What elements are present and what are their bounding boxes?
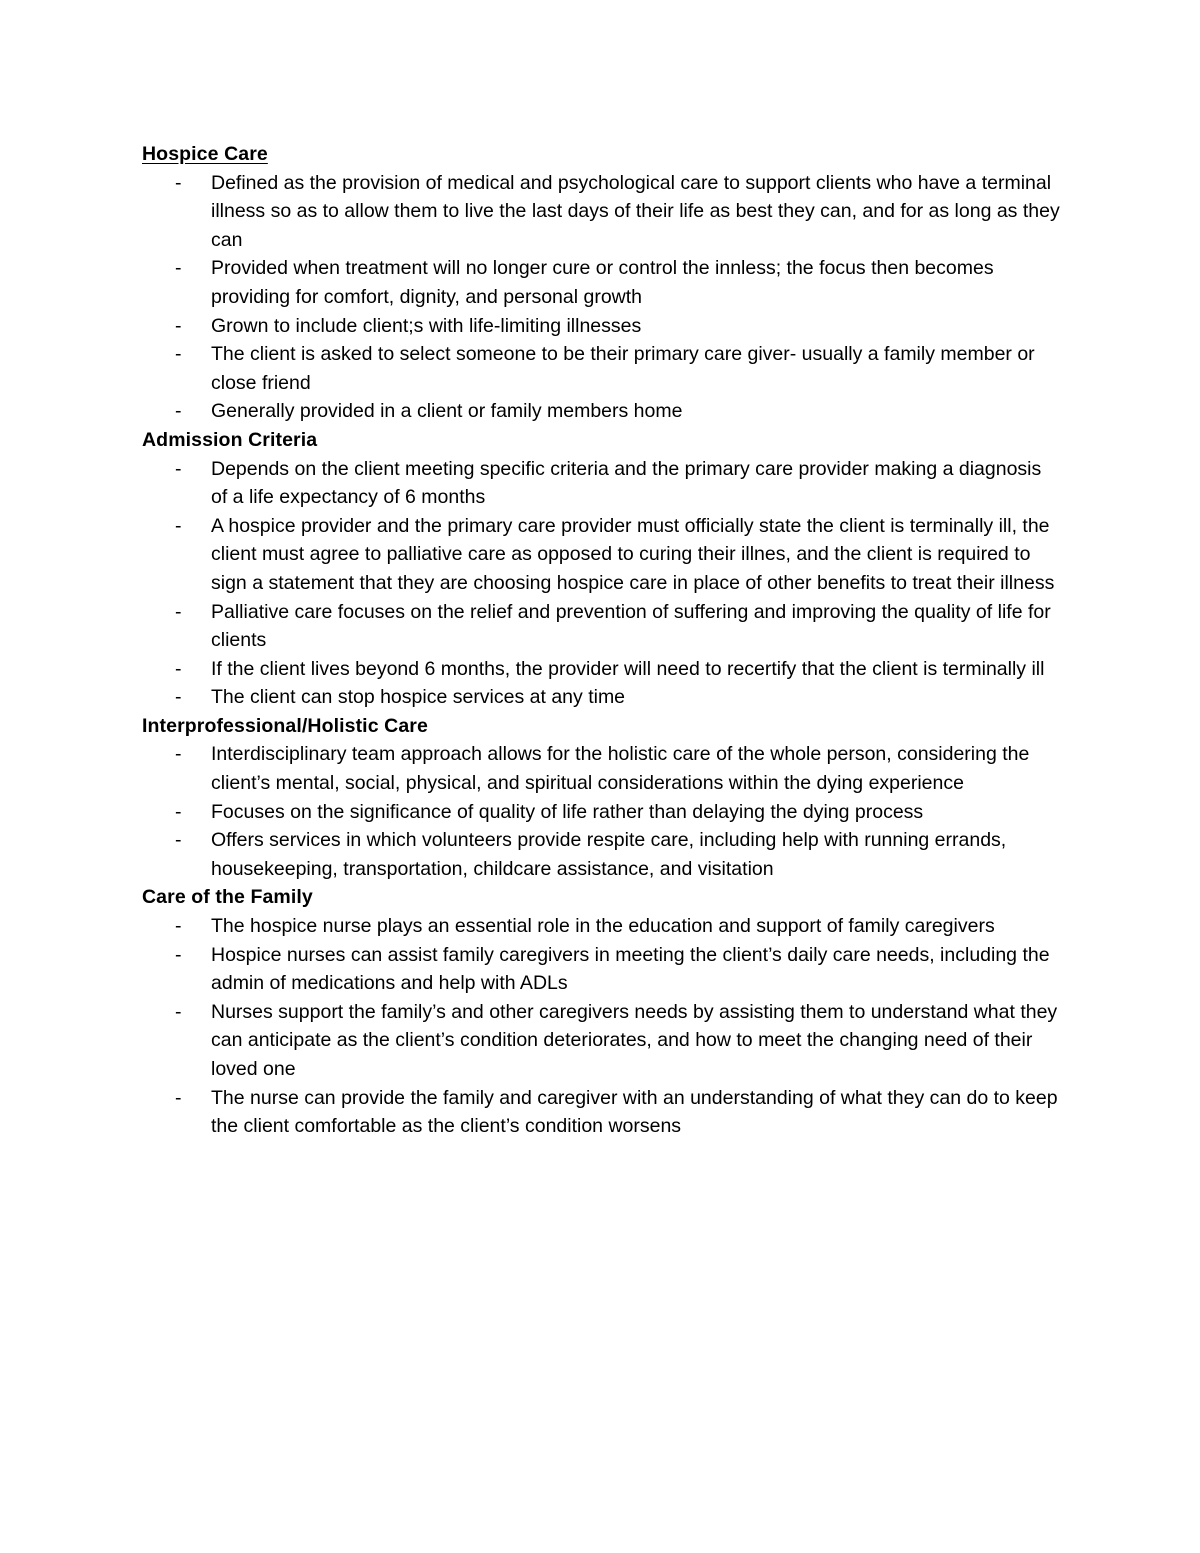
list-item xyxy=(142,941,1062,998)
section-admission-criteria xyxy=(142,426,1062,712)
bullet-dash: - xyxy=(175,600,182,623)
list-item xyxy=(142,397,1062,426)
bullet-dash: - xyxy=(175,314,182,337)
section-interprofessional-holistic-care xyxy=(142,712,1062,884)
section-hospice-care xyxy=(142,140,1062,426)
bullet-dash: - xyxy=(175,257,182,280)
bullet-dash: - xyxy=(175,686,182,709)
list-item-text: Interdisciplinary team approach allows for the holistic care of the whole person, considering the client’s mental, social, physical, and spiritual considerations within the dying experience xyxy=(211,743,1030,795)
list-item xyxy=(142,826,1062,883)
bullet-dash: - xyxy=(175,915,182,938)
list-item xyxy=(142,998,1062,1084)
list-item xyxy=(142,740,1062,797)
list-item-text: A hospice provider and the primary care provider must officially state the client is terminally ill, the client must agree to palliative care as opposed to curing their illnes, and the client is required to sign a statement that they are choosing hospice care in place of other benefits to treat their illness xyxy=(211,514,1055,594)
list-item-text: The client can stop hospice services at any time xyxy=(211,686,626,709)
document-page xyxy=(142,140,1062,1141)
list-item-text: Offers services in which volunteers provide respite care, including help with running errands, housekeeping, transportation, childcare assistance, and visitation xyxy=(211,829,1007,880)
list-item xyxy=(142,683,1062,712)
section-heading: Admission Criteria xyxy=(142,428,318,451)
section-heading: Care of the Family xyxy=(142,886,313,909)
list-item-text: Defined as the provision of medical and psychological care to support clients who have a terminal illness so as to allow them to live the last days of their life as best they can, and for as long as they can xyxy=(211,171,1060,251)
section-care-of-the-family xyxy=(142,883,1062,1140)
list-item-text: Focuses on the significance of quality of life rather than delaying the dying process xyxy=(211,800,924,823)
bullet-dash: - xyxy=(175,800,182,823)
list-item-text: Depends on the client meeting specific criteria and the primary care provider making a diagnosis of a life expectancy of 6 months xyxy=(211,457,1042,509)
list-item-text: The nurse can provide the family and caregiver with an understanding of what they can do to keep the client comfortable as the client’s condition worsens xyxy=(211,1086,1058,1138)
bullet-dash: - xyxy=(175,1086,182,1109)
list-item-text: Nurses support the family’s and other caregivers needs by assisting them to understand what they can anticipate as the client’s condition deteriorates, and how to meet the changing need of their loved one xyxy=(211,1000,1058,1080)
bullet-dash: - xyxy=(175,1000,182,1023)
list-item-text: If the client lives beyond 6 months, the provider will need to recertify that the client is terminally ill xyxy=(211,657,1045,680)
bullet-dash: - xyxy=(175,171,182,194)
bullet-list xyxy=(142,455,1062,712)
list-item-text: Palliative care focuses on the relief and prevention of suffering and improving the quality of life for clients xyxy=(211,600,1051,652)
list-item xyxy=(142,254,1062,311)
bullet-dash: - xyxy=(175,514,182,537)
list-item-text: Hospice nurses can assist family caregivers in meeting the client’s daily care needs, including the admin of medications and help with ADLs xyxy=(211,943,1050,995)
list-item xyxy=(142,455,1062,512)
bullet-list xyxy=(142,740,1062,883)
bullet-dash: - xyxy=(175,943,182,966)
bullet-list xyxy=(142,169,1062,426)
list-item xyxy=(142,1084,1062,1141)
bullet-dash: - xyxy=(175,343,182,366)
list-item xyxy=(142,655,1062,684)
bullet-dash: - xyxy=(175,657,182,680)
bullet-dash: - xyxy=(175,400,182,423)
list-item-text: The hospice nurse plays an essential role in the education and support of family caregivers xyxy=(211,915,995,938)
list-item-text: Generally provided in a client or family members home xyxy=(211,400,683,423)
bullet-dash: - xyxy=(175,457,182,480)
bullet-dash: - xyxy=(175,829,182,852)
section-heading: Hospice Care xyxy=(142,143,268,165)
list-item xyxy=(142,798,1062,827)
list-item-text: Provided when treatment will no longer cure or control the innless; the focus then becomes providing for comfort, dignity, and personal growth xyxy=(211,257,994,308)
list-item xyxy=(142,169,1062,255)
bullet-dash: - xyxy=(175,743,182,766)
list-item xyxy=(142,598,1062,655)
section-heading: Interprofessional/Holistic Care xyxy=(142,714,428,737)
list-item xyxy=(142,340,1062,397)
list-item xyxy=(142,512,1062,598)
list-item xyxy=(142,312,1062,341)
bullet-list xyxy=(142,912,1062,1141)
list-item-text: Grown to include client;s with life-limiting illnesses xyxy=(211,314,642,337)
list-item xyxy=(142,912,1062,941)
list-item-text: The client is asked to select someone to be their primary care giver- usually a family member or close friend xyxy=(211,343,1035,394)
